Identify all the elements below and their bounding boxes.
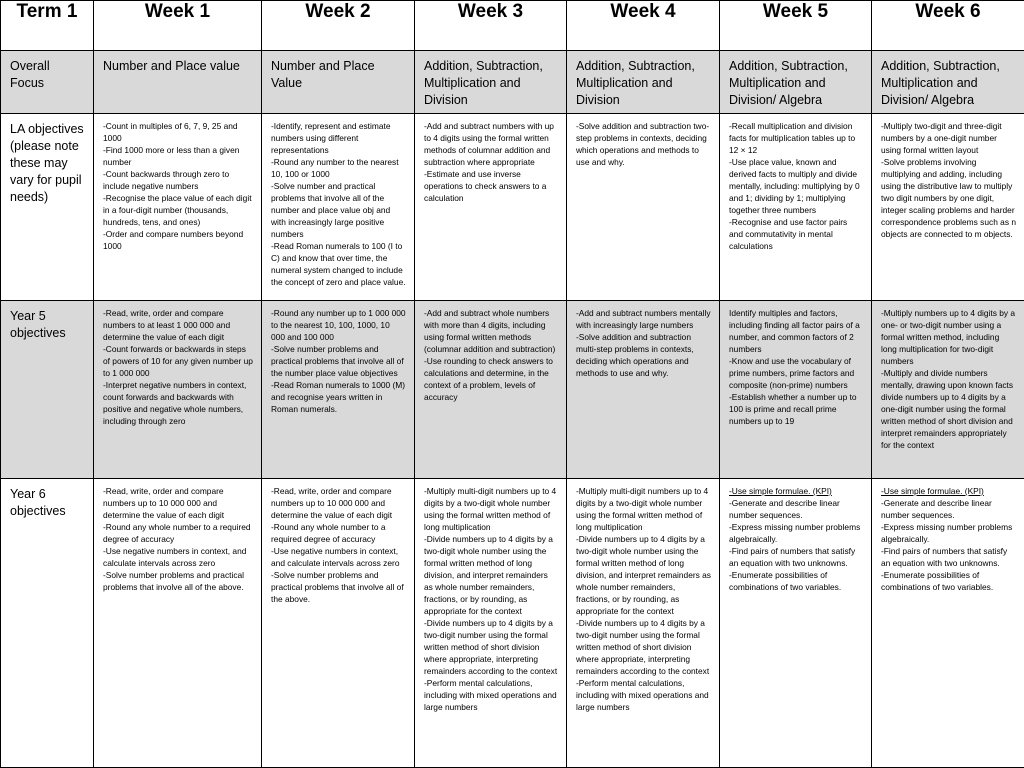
header-week-5: Week 5 bbox=[720, 1, 872, 51]
y5-week-1: -Read, write, order and compare numbers to at least 1 000 000 and determine the value of each digit -Count forwards or backwards in steps of powers of 10 for any given number up to 1 000 000 -Interpret negative numbers in context, count forwards and backwards with positive and negative whole numbers, including through zero bbox=[94, 301, 262, 479]
row-label-la-objectives: LA objectives (please note these may vary for pupil needs) bbox=[1, 114, 94, 301]
row-label-overall-focus: Overall Focus bbox=[1, 51, 94, 114]
overall-focus-row bbox=[1, 51, 1024, 114]
algebra-objectives-week-5: -Generate and describe linear number sequences. -Express missing number problems algebraically. -Find pairs of numbers that satisfy an equation with two unknowns. -Enumerate possibilities of combinations of two variables. bbox=[729, 498, 861, 592]
row-label-year-6: Year 6 objectives bbox=[1, 479, 94, 768]
y6-week-2: -Read, write, order and compare numbers up to 10 000 000 and determine the value of each digit -Round any whole number to a required degree of accuracy -Use negative numbers in context, and calculate intervals across zero -Solve number problems and practical problems that involve all of the above. bbox=[262, 479, 415, 768]
header-week-3: Week 3 bbox=[415, 1, 567, 51]
la-week-3: -Add and subtract numbers with up to 4 digits using the formal written methods of columnar addition and subtraction where appropriate -Estimate and use inverse operations to check answers to a calculation bbox=[415, 114, 567, 301]
la-week-6: -Multiply two-digit and three-digit numbers by a one-digit number using formal written layout -Solve problems involving multiplying and adding, including using the distributive law to multiply two digit numbers by one digit, integer scaling problems and harder correspondence problems such as n objects are connected to m objects. bbox=[872, 114, 1024, 301]
la-week-5: -Recall multiplication and division facts for multiplication tables up to 12 × 12 -Use place value, known and derived facts to multiply and divide mentally, including: multiplying by 0 and 1; dividing by 1; multiplying together three numbers -Recognise and use factor pairs and commutativity in mental calculations bbox=[720, 114, 872, 301]
la-week-1: -Count in multiples of 6, 7, 9, 25 and 1000 -Find 1000 more or less than a given number -Count backwards through zero to include negative numbers -Recognise the place value of each digit in a four-digit number (thousands, hundreds, tens, and ones) -Order and compare numbers beyond 1000 bbox=[94, 114, 262, 301]
year-5-objectives-row bbox=[1, 301, 1024, 479]
kpi-formulae-week-6: -Use simple formulae. (KPI) bbox=[881, 486, 984, 496]
focus-week-3: Addition, Subtraction, Multiplication and Division bbox=[415, 51, 567, 114]
y5-week-5: Identify multiples and factors, including finding all factor pairs of a number, and common factors of 2 numbers -Know and use the vocabulary of prime numbers, prime factors and composite (non-prime) numbers -Establish whether a number up to 100 is prime and recall prime numbers up to 19 bbox=[720, 301, 872, 479]
algebra-objectives-week-6: -Generate and describe linear number sequences. -Express missing number problems algebraically. -Find pairs of numbers that satisfy an equation with two unknowns. -Enumerate possibilities of combinations of two variables. bbox=[881, 498, 1013, 592]
focus-week-2: Number and Place Value bbox=[262, 51, 415, 114]
row-label-year-5: Year 5 objectives bbox=[1, 301, 94, 479]
header-week-4: Week 4 bbox=[567, 1, 720, 51]
y6-week-1: -Read, write, order and compare numbers up to 10 000 000 and determine the value of each digit -Round any whole number to a required degree of accuracy -Use negative numbers in context, and calculate intervals across zero -Solve number problems and practical problems that involve all of the above. bbox=[94, 479, 262, 768]
header-row bbox=[1, 1, 1024, 51]
focus-week-5: Addition, Subtraction, Multiplication and Division/ Algebra bbox=[720, 51, 872, 114]
y5-week-6: -Multiply numbers up to 4 digits by a one- or two-digit number using a formal written method, including long multiplication for two-digit numbers -Multiply and divide numbers mentally, drawing upon known facts divide numbers up to 4 digits by a one-digit number using the formal written method of short division and interpret remainders appropriately for the context bbox=[872, 301, 1024, 479]
focus-week-4: Addition, Subtraction, Multiplication and Division bbox=[567, 51, 720, 114]
la-objectives-row bbox=[1, 114, 1024, 301]
header-week-1: Week 1 bbox=[94, 1, 262, 51]
header-week-2: Week 2 bbox=[262, 1, 415, 51]
focus-week-1: Number and Place value bbox=[94, 51, 262, 114]
y6-week-5 bbox=[720, 479, 872, 768]
y5-week-4: -Add and subtract numbers mentally with increasingly large numbers -Solve addition and subtraction multi-step problems in contexts, deciding which operations and methods to use and why. bbox=[567, 301, 720, 479]
y6-week-6 bbox=[872, 479, 1024, 768]
y5-week-2: -Round any number up to 1 000 000 to the nearest 10, 100, 1000, 10 000 and 100 000 -Solve number problems and practical problems that involve all of the number place value objectives -Read Roman numerals to 1000 (M) and recognise years written in Roman numerals. bbox=[262, 301, 415, 479]
header-term: Term 1 bbox=[1, 1, 94, 51]
la-week-4: -Solve addition and subtraction two-step problems in contexts, deciding which operations and methods to use and why. bbox=[567, 114, 720, 301]
y5-week-3: -Add and subtract whole numbers with more than 4 digits, including using formal written methods (columnar addition and subtraction) -Use rounding to check answers to calculations and determine, in the context of a problem, levels of accuracy bbox=[415, 301, 567, 479]
kpi-formulae-week-5: -Use simple formulae. (KPI) bbox=[729, 486, 832, 496]
header-week-6: Week 6 bbox=[872, 1, 1024, 51]
focus-week-6: Addition, Subtraction, Multiplication and Division/ Algebra bbox=[872, 51, 1024, 114]
la-week-2: -Identify, represent and estimate numbers using different representations -Round any number to the nearest 10, 100 or 1000 -Solve number and practical problems that involve all of the number and place value obj and with increasingly large positive numbers -Read Roman numerals to 100 (I to C) and know that over time, the numeral system changed to include the concept of zero and place value. bbox=[262, 114, 415, 301]
y6-week-3: -Multiply multi-digit numbers up to 4 digits by a two-digit whole number using the formal written method of long multiplication -Divide numbers up to 4 digits by a two-digit whole number using the formal written method of long division, and interpret remainders as whole number remainders, fractions, or by rounding, as appropriate for the context -Divide numbers up to 4 digits by a two-digit number using the formal written method of short division where appropriate, interpreting remainders according to the context -Perform mental calculations, including with mixed operations and large numbers bbox=[415, 479, 567, 768]
year-6-objectives-row bbox=[1, 479, 1024, 768]
y6-week-4: -Multiply multi-digit numbers up to 4 digits by a two-digit whole number using the formal written method of long multiplication -Divide numbers up to 4 digits by a two-digit whole number using the formal written method of long division, and interpret remainders as whole number remainders, fractions, or by rounding, as appropriate for the context -Divide numbers up to 4 digits by a two-digit number using the formal written method of short division where appropriate, interpreting remainders according to the context -Perform mental calculations, including with mixed operations and large numbers bbox=[567, 479, 720, 768]
